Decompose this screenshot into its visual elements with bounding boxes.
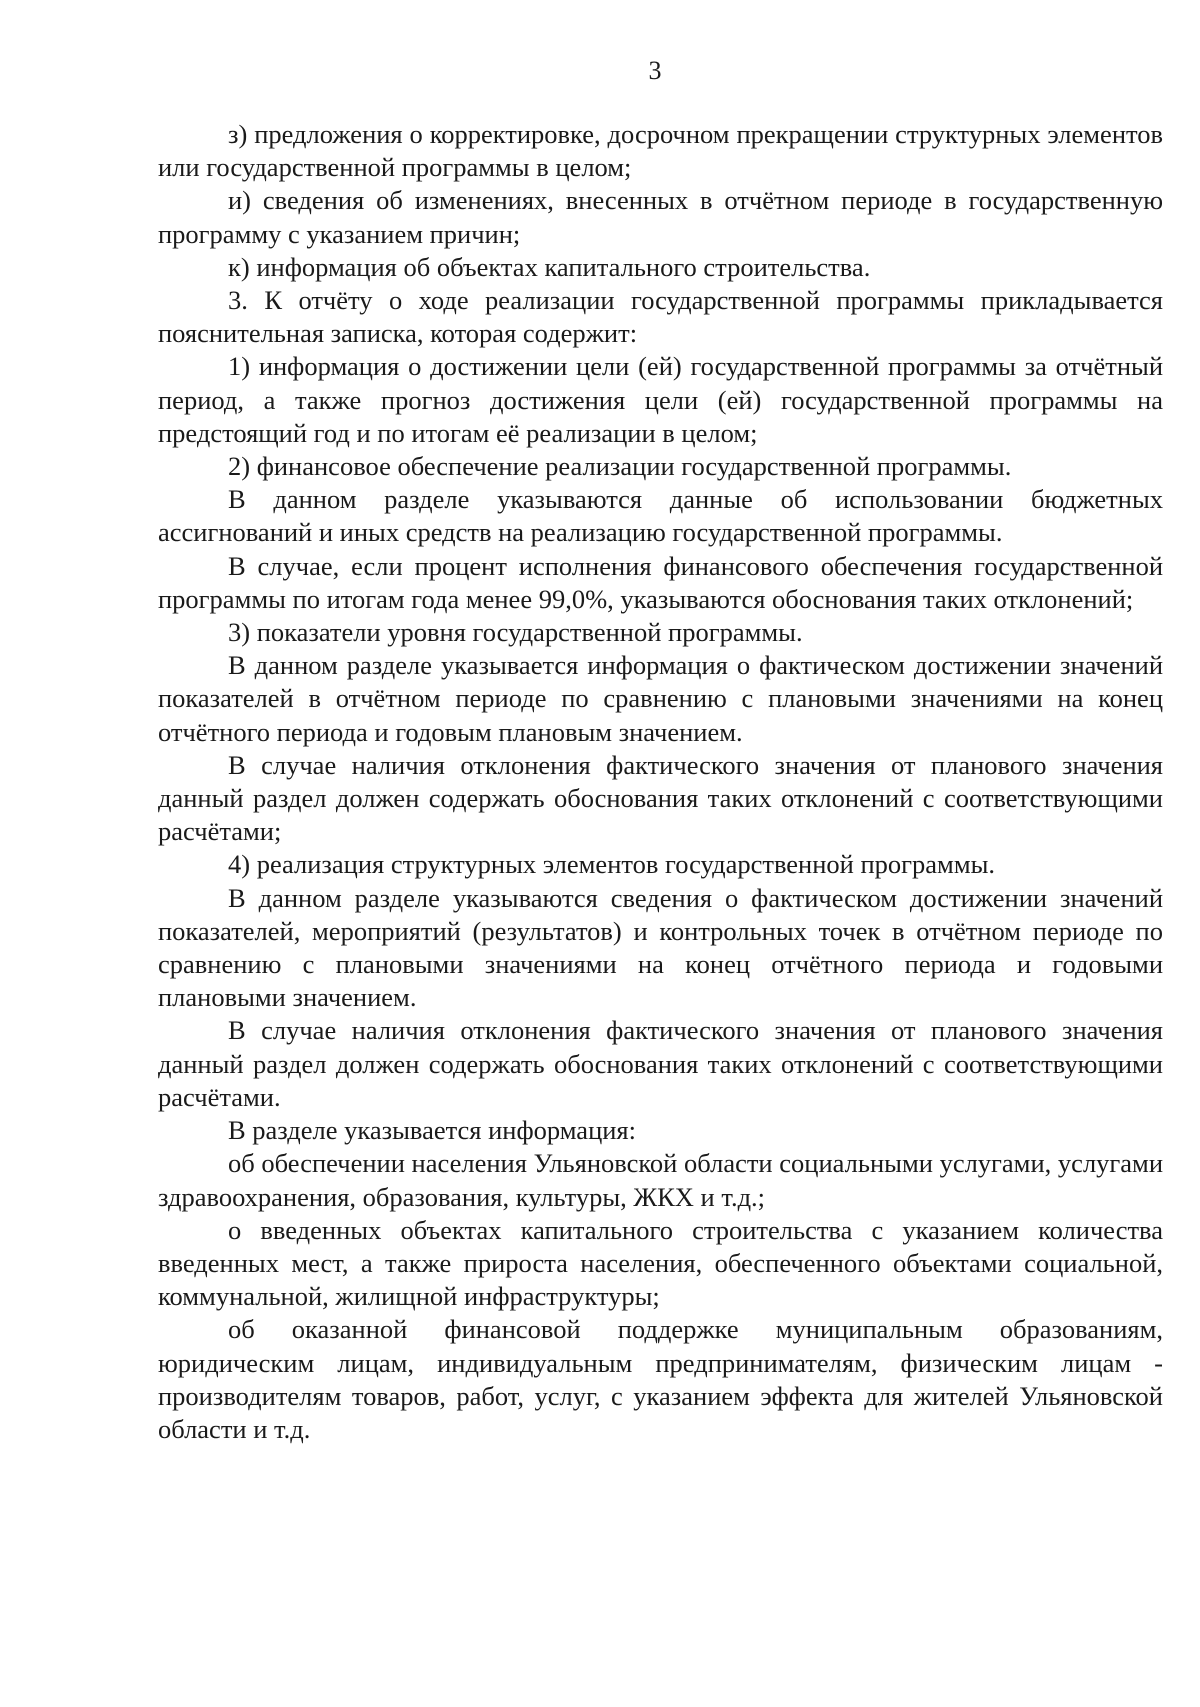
paragraph-note-2-detail: В данном разделе указываются данные об использовании бюджетных ассигнований и иных средств на реализацию государственной программы. [158, 484, 1163, 548]
paragraph-note-1: 1) информация о достижении цели (ей) государственной программы за отчётный период, а также прогноз достижения цели (ей) государственной программы на предстоящий год и по итогам её реализации в целом; [158, 351, 1163, 448]
paragraph-note-3-deviation: В случае наличия отклонения фактического значения от планового значения данный раздел должен содержать обоснования таких отклонений с соответствующими расчётами; [158, 749, 1163, 847]
page-number: 3 [648, 56, 662, 85]
paragraph-item-i: и) сведения об изменениях, внесенных в отчётном периоде в государственную программу с указанием причин; [158, 185, 1163, 249]
document-body [158, 118, 1163, 1446]
paragraph-note-3: 3) показатели уровня государственной программы. [228, 617, 803, 648]
paragraph-item-k: к) информация об объектах капитального строительства. [228, 251, 871, 282]
paragraph-note-2: 2) финансовое обеспечение реализации государственной программы. [228, 451, 1012, 482]
paragraph-section-3: 3. К отчёту о ходе реализации государственной программы прикладывается пояснительная записка, которая содержит: [158, 285, 1163, 349]
paragraph-info-intro: В разделе указывается информация: [228, 1115, 636, 1146]
paragraph-info-construction: о введенных объектах капитального строительства с указанием количества введенных мест, а также прироста населения, обеспеченного объектами социальной, коммунальной, жилищной инфраструктуры; [158, 1214, 1163, 1312]
paragraph-note-4-detail: В данном разделе указываются сведения о фактическом достижении значений показателей, мероприятий (результатов) и контрольных точек в отчётном периоде по сравнению с плановыми значениями на конец отчётного периода и годовыми плановыми значением. [158, 882, 1163, 1013]
paragraph-note-2-deviation: В случае, если процент исполнения финансового обеспечения государственной программы по итогам года менее 99,0%, указываются обоснования таких отклонений; [158, 550, 1163, 614]
paragraph-note-4-deviation: В случае наличия отклонения фактического значения от планового значения данный раздел должен содержать обоснования таких отклонений с соответствующими расчётами. [158, 1015, 1163, 1112]
paragraph-note-3-detail: В данном разделе указывается информация о фактическом достижении значений показателей в отчётном периоде по сравнению с плановыми значениями на конец отчётного периода и годовым плановым значением. [158, 650, 1163, 747]
paragraph-info-support: об оказанной финансовой поддержке муниципальным образованиям, юридическим лицам, индивидуальным предпринимателям, физическим лицам - производителям товаров, работ, услуг, с указанием эффекта для жителей Ульяновской области и т.д. [158, 1314, 1163, 1444]
paragraph-item-z: з) предложения о корректировке, досрочном прекращении структурных элементов или государственной программы в целом; [158, 119, 1163, 183]
paragraph-note-4: 4) реализация структурных элементов государственной программы. [228, 849, 996, 880]
paragraph-info-services: об обеспечении населения Ульяновской области социальными услугами, услугами здравоохранения, образования, культуры, ЖКХ и т.д.; [158, 1148, 1163, 1212]
